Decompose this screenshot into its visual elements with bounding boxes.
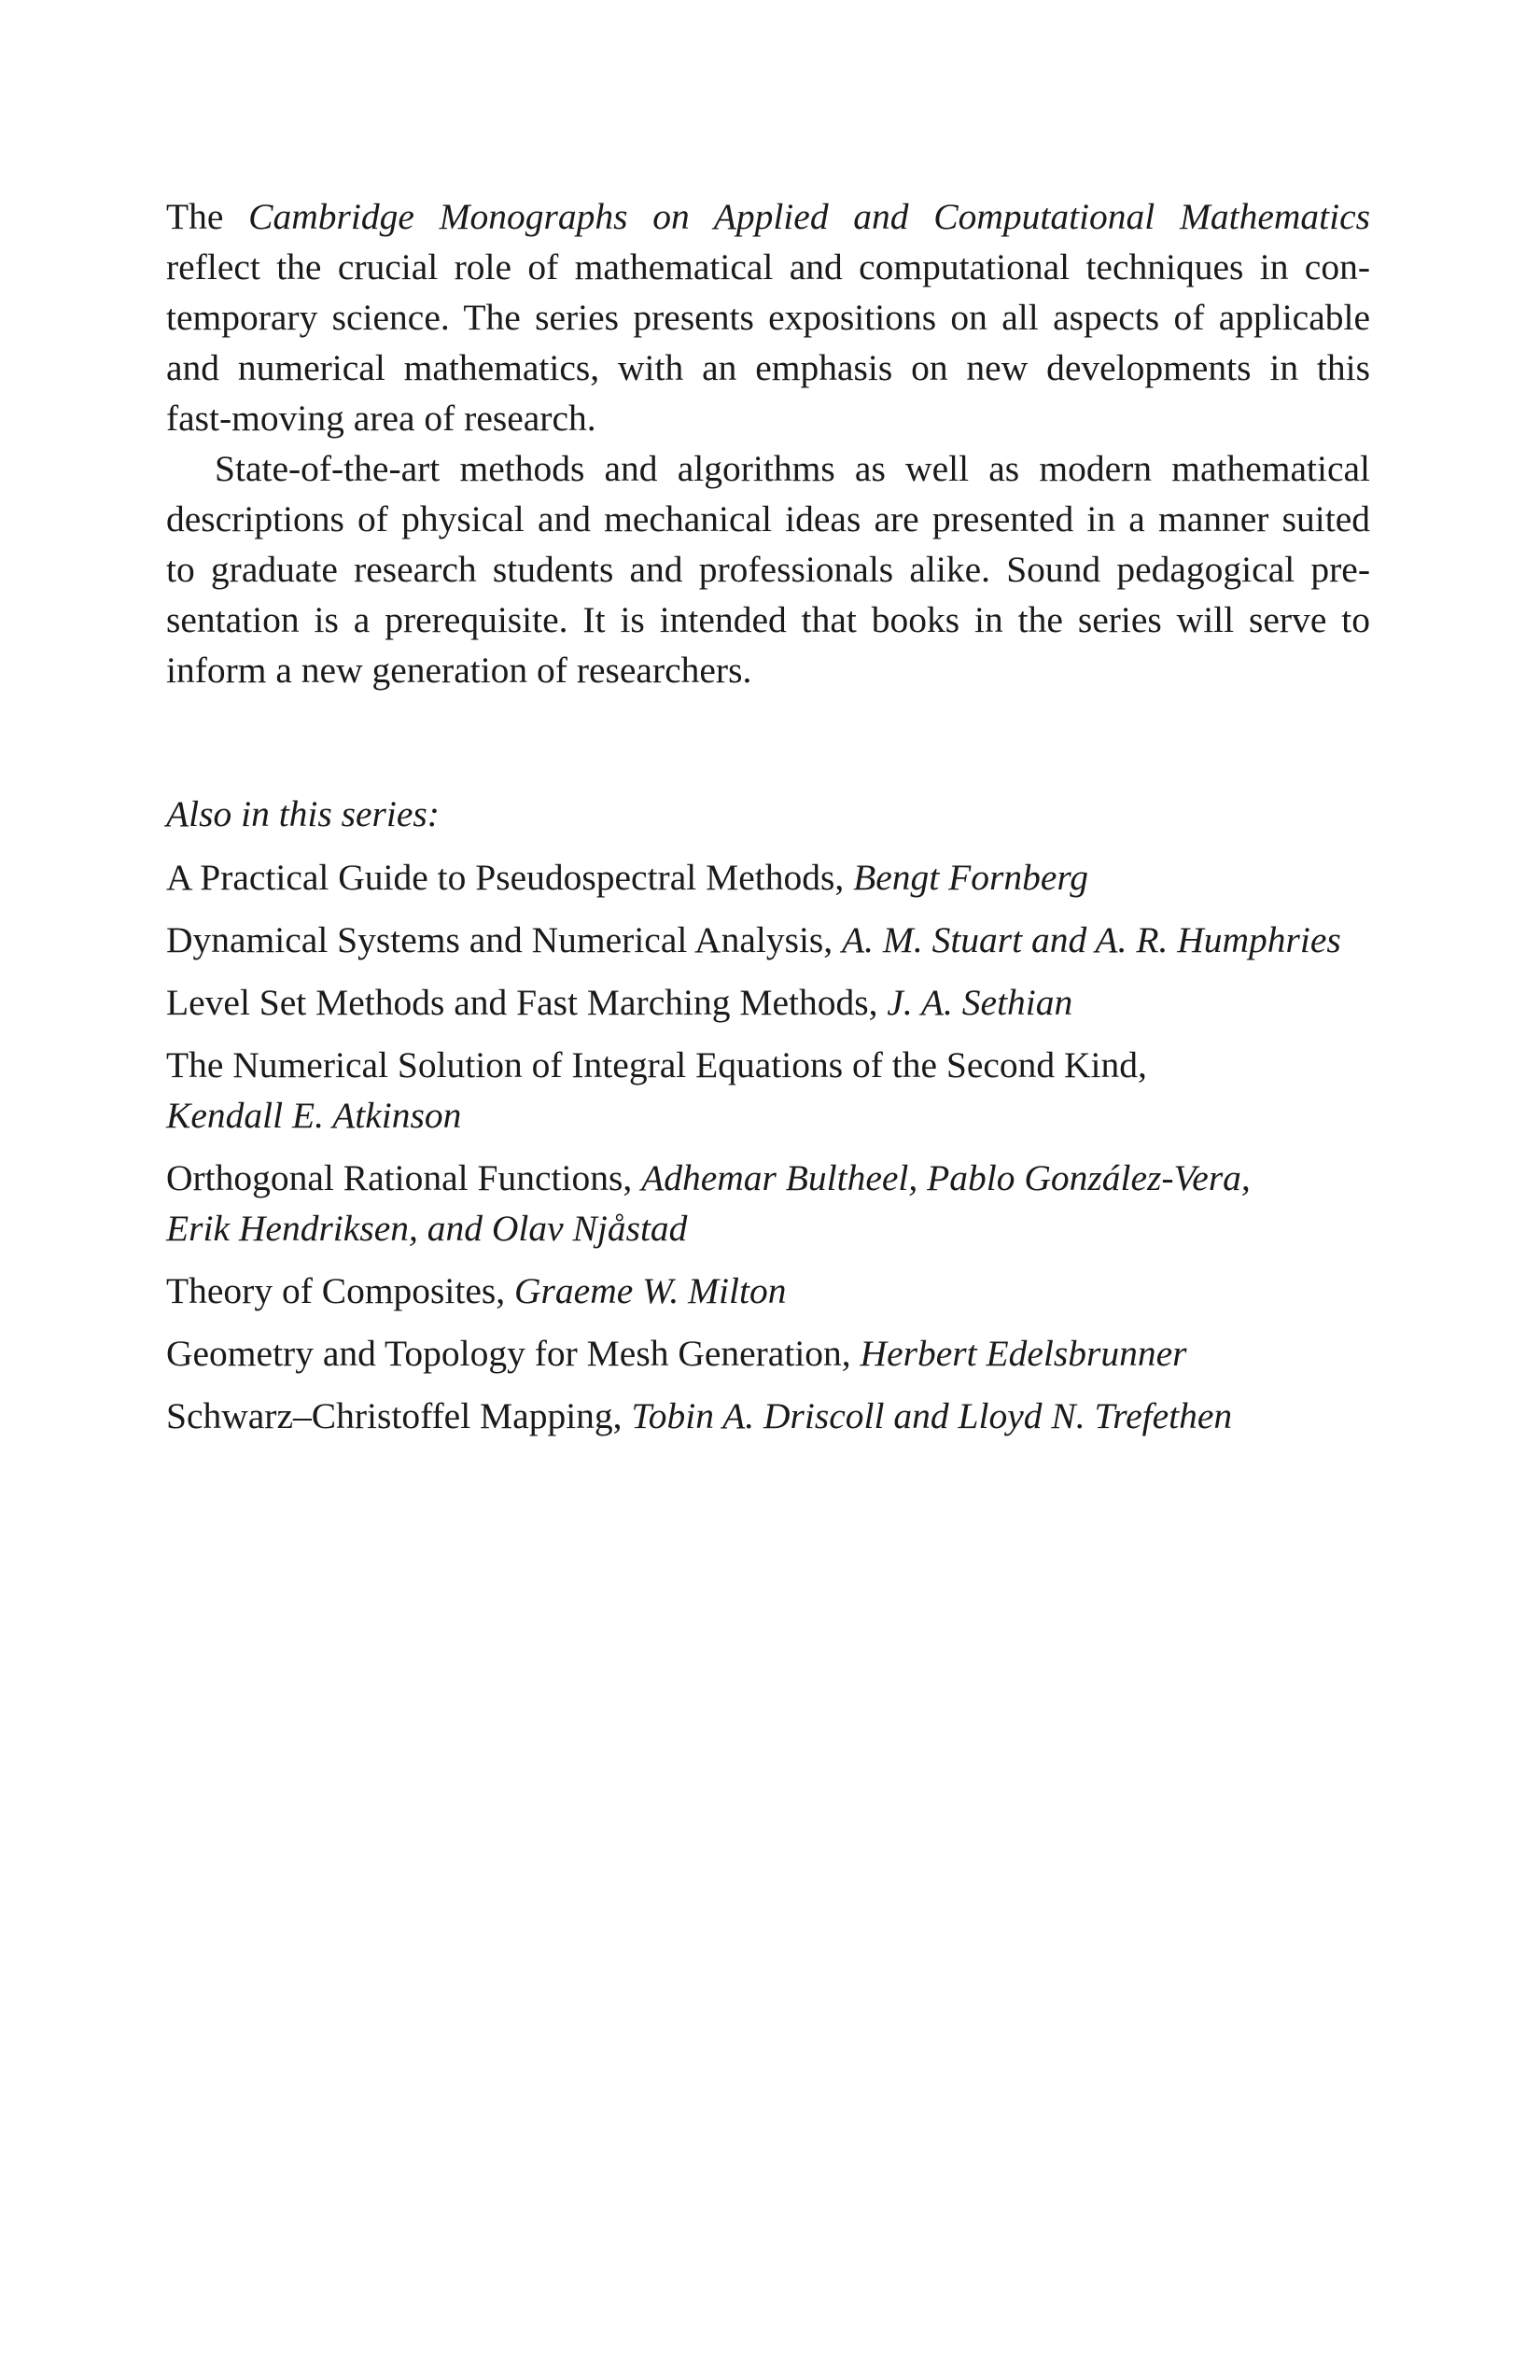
intro-p1-lead: The	[166, 196, 224, 237]
intro-paragraph-1	[166, 191, 1370, 443]
intro-p2-line-1: State-of-the-art methods and algorithms as well as modern mathematical	[215, 448, 1370, 489]
intro-p1-line-5: fast-moving area of research.	[166, 398, 596, 439]
intro-paragraph-2	[166, 443, 1370, 695]
book-title: Schwarz–Christoffel Mapping,	[166, 1395, 623, 1436]
book-title: The Numerical Solution of Integral Equations of the Second Kind,	[166, 1044, 1147, 1085]
book-title: Dynamical Systems and Numerical Analysis,	[166, 919, 833, 960]
book-authors: A. M. Stuart and A. R. Humphries	[842, 919, 1341, 960]
book-title: Orthogonal Rational Functions,	[166, 1157, 633, 1198]
series-name: Cambridge Monographs on Applied and Computational Mathematics	[248, 196, 1370, 237]
series-list	[166, 852, 1370, 1441]
series-item	[166, 1328, 1370, 1379]
book-authors: Adhemar Bultheel, Pablo González-Vera,	[641, 1157, 1251, 1198]
intro-p1-line-2: reflect the crucial role of mathematical and computational techniques in con-	[166, 246, 1370, 287]
intro-p1-line-1	[166, 191, 1370, 242]
intro-p2-line-2: descriptions of physical and mechanical ideas are presented in a manner suited	[166, 498, 1370, 539]
series-item	[166, 1153, 1370, 1253]
book-authors: J. A. Sethian	[887, 982, 1073, 1023]
series-item	[166, 852, 1370, 903]
intro-p1-line-3: temporary science. The series presents expositions on all aspects of applicable	[166, 297, 1370, 338]
series-item	[166, 1040, 1370, 1141]
intro-p2-line-4: sentation is a prerequisite. It is intended that books in the series will serve to	[166, 599, 1370, 640]
book-authors-continued: Erik Hendriksen, and Olav Njåstad	[166, 1208, 688, 1249]
book-authors: Tobin A. Driscoll and Lloyd N. Trefethen	[631, 1395, 1233, 1436]
book-title: Level Set Methods and Fast Marching Methods,	[166, 982, 878, 1023]
series-item	[166, 915, 1370, 965]
book-title: A Practical Guide to Pseudospectral Methods,	[166, 857, 845, 898]
book-authors: Bengt Fornberg	[853, 857, 1089, 898]
book-authors: Graeme W. Milton	[514, 1270, 787, 1311]
book-authors: Herbert Edelsbrunner	[860, 1333, 1187, 1374]
series-heading: Also in this series:	[166, 793, 440, 834]
series-item	[166, 1391, 1370, 1441]
intro-p1-line-4: and numerical mathematics, with an emphasis on new developments in this	[166, 347, 1370, 388]
book-title: Geometry and Topology for Mesh Generation,	[166, 1333, 851, 1374]
page-content	[166, 191, 1370, 1453]
series-item	[166, 977, 1370, 1028]
intro-p2-line-5: inform a new generation of researchers.	[166, 650, 752, 691]
book-title: Theory of Composites,	[166, 1270, 506, 1311]
series-item	[166, 1266, 1370, 1316]
book-authors: Kendall E. Atkinson	[166, 1095, 462, 1136]
intro-p2-line-3: to graduate research students and professionals alike. Sound pedagogical pre-	[166, 549, 1370, 590]
